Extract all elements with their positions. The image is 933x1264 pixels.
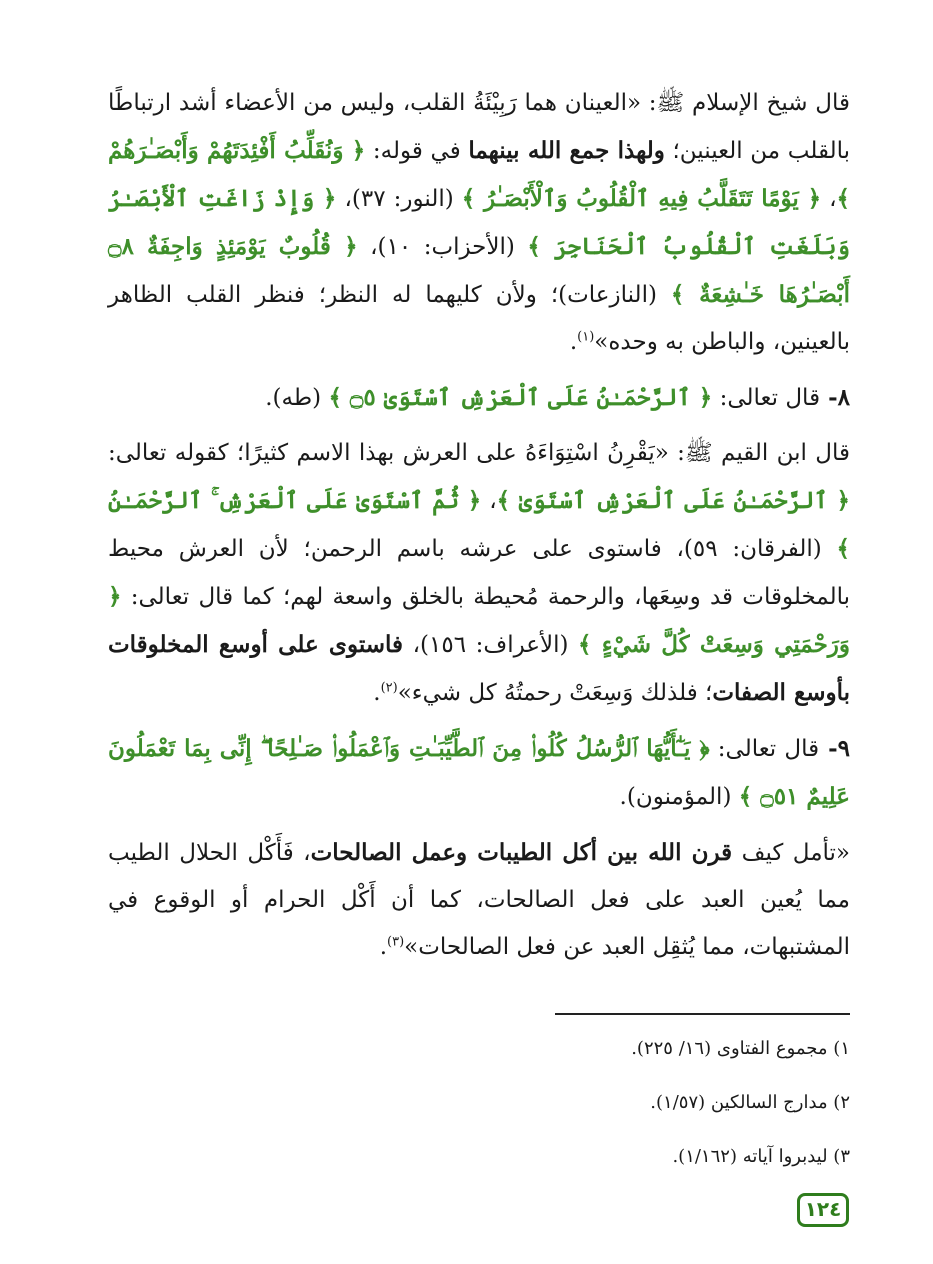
text-run: ، bbox=[821, 186, 837, 212]
text-run: ؛ فلذلك وَسِعَتْ رحمتُهُ كل شيء» bbox=[397, 680, 713, 706]
text-run: في قوله: bbox=[365, 138, 469, 164]
quran-verse: ﴿ يَـٰٓأَيُّهَا ٱلرُّسُلُ كُلُوا۟ مِنَ ٱلطَّيِّبَـٰتِ وَٱعْمَلُوا۟ صَـٰلِحًا ۖ إِنِّى بِمَا تَعْمَلُونَ عَلِيمٌ ۝٥١ ﴾ bbox=[108, 735, 850, 810]
text-run: قال تعالى: bbox=[709, 736, 820, 762]
footnotes bbox=[108, 1032, 850, 1194]
text-run: (المؤمنون). bbox=[619, 784, 739, 810]
footnote-ref: (٣) bbox=[387, 934, 405, 950]
quran-verse: ﴿ ٱلرَّحْمَـٰنُ عَلَى ٱلْعَرْشِ ٱسْتَوَىٰ ۝٥ ﴾ bbox=[328, 384, 713, 411]
footnote-2: ٢) مدارج السالكين (١/٥٧). bbox=[650, 1092, 850, 1113]
footnote-3: ٣) ليدبروا آياته (١/١٦٢). bbox=[672, 1146, 850, 1167]
footnote-ref: (١) bbox=[577, 329, 595, 345]
main-text bbox=[108, 80, 850, 971]
text-run: (طه). bbox=[265, 385, 329, 411]
quran-verse: ﴿ قُلُوبٌ يَوْمَئِذٍ وَاجِفَةٌ ۝٨ أَبْصَـٰرُهَا خَـٰشِعَةٌ ﴾ bbox=[108, 233, 850, 308]
paragraph-1 bbox=[108, 80, 850, 366]
text-run: قال شيخ الإسلام ﷺ: «العينان هما رَبِيْئَةُ القلب، وليس من الأعضاء أشد ارتباطًا بالقلب من العينين؛ bbox=[108, 90, 850, 164]
text-run: (النازعات)؛ ولأن كليهما له النظر؛ فنظر القلب الظاهر بالعينين، والباطن به وحده» bbox=[108, 282, 850, 355]
quran-verse: ﴿ يَوْمًا تَتَقَلَّبُ فِيهِ ٱلْقُلُوبُ وَٱلْأَبْصَـٰرُ ﴾ bbox=[461, 185, 822, 212]
quran-verse: ﴿ وَنُقَلِّبُ أَفْئِدَتَهُمْ وَأَبْصَـٰرَهُمْ ﴾ bbox=[108, 137, 851, 212]
paragraph-3 bbox=[108, 430, 850, 717]
text-run: (الفرقان: ٥٩)، فاستوى على عرشه باسم الرحمن؛ لأن العرش محيط بالمخلوقات قد وسِعَها، والرحمة مُحيطة بالخلق واسعة لهم؛ كما قال تعالى: bbox=[108, 536, 850, 610]
text-run: . bbox=[373, 680, 381, 706]
footnote-1: ١) مجموع الفتاوى (١٦/ ٢٢٥). bbox=[631, 1038, 850, 1059]
page-number: ١٢٤ bbox=[797, 1193, 849, 1227]
text-run: (الأحزاب: ١٠)، bbox=[357, 234, 528, 260]
footnote-divider bbox=[555, 1013, 850, 1015]
text-run: (الأعراف: ١٥٦)، bbox=[403, 632, 579, 658]
text-run: . bbox=[379, 934, 387, 960]
text-run: . bbox=[569, 329, 578, 355]
bold-text: فاستوى على أوسع المخلوقات بأوسع الصفات bbox=[108, 631, 850, 706]
text-run: قال تعالى: bbox=[712, 385, 821, 411]
quran-verse: ﴿ وَإِذْ زَاغَتِ ٱلْأَبْصَـٰرُ وَبَلَغَتِ ٱلْقُلُوبُ ٱلْحَنَاجِرَ ﴾ bbox=[108, 185, 850, 260]
text-run: (النور: ٣٧)، bbox=[336, 186, 462, 212]
text-run: ، فَأَكْل الحلال الطيب مما يُعين العبد على فعل الصالحات، كما أن أَكْل الحرام أو الوقوع في المشتبهات، مما يُثقِل العبد عن فعل الصالحات» bbox=[108, 840, 850, 960]
paragraph-4 bbox=[108, 725, 850, 821]
text-run: قال ابن القيم ﷺ: «يَقْرِنُ اسْتِوَاءَهُ على العرش بهذا الاسم كثيرًا؛ كقوله تعالى: bbox=[108, 440, 850, 466]
footnote-ref: (٢) bbox=[380, 680, 398, 696]
bold-text: ولهذا جمع الله بينهما bbox=[468, 137, 665, 164]
text-run: «تأمل كيف bbox=[732, 840, 850, 866]
bold-text: قرن الله بين أكل الطيبات وعمل الصالحات bbox=[310, 839, 733, 866]
quran-verse: ﴿ ٱلرَّحْمَـٰنُ عَلَى ٱلْعَرْشِ ٱسْتَوَىٰ ﴾ bbox=[496, 487, 851, 514]
text-run: ، bbox=[481, 488, 497, 514]
quran-verse: ﴿ وَرَحْمَتِي وَسِعَتْ كُلَّ شَيْءٍ ﴾ bbox=[108, 583, 850, 658]
bold-text: ٨- bbox=[820, 384, 850, 411]
paragraph-2 bbox=[108, 374, 850, 422]
quran-verse: ﴿ ثُمَّ ٱسْتَوَىٰ عَلَى ٱلْعَرْشِ ۚ ٱلرَّحْمَـٰنُ ﴾ bbox=[108, 487, 850, 562]
bold-text: ٩- bbox=[819, 735, 850, 762]
paragraph-5 bbox=[108, 829, 850, 971]
